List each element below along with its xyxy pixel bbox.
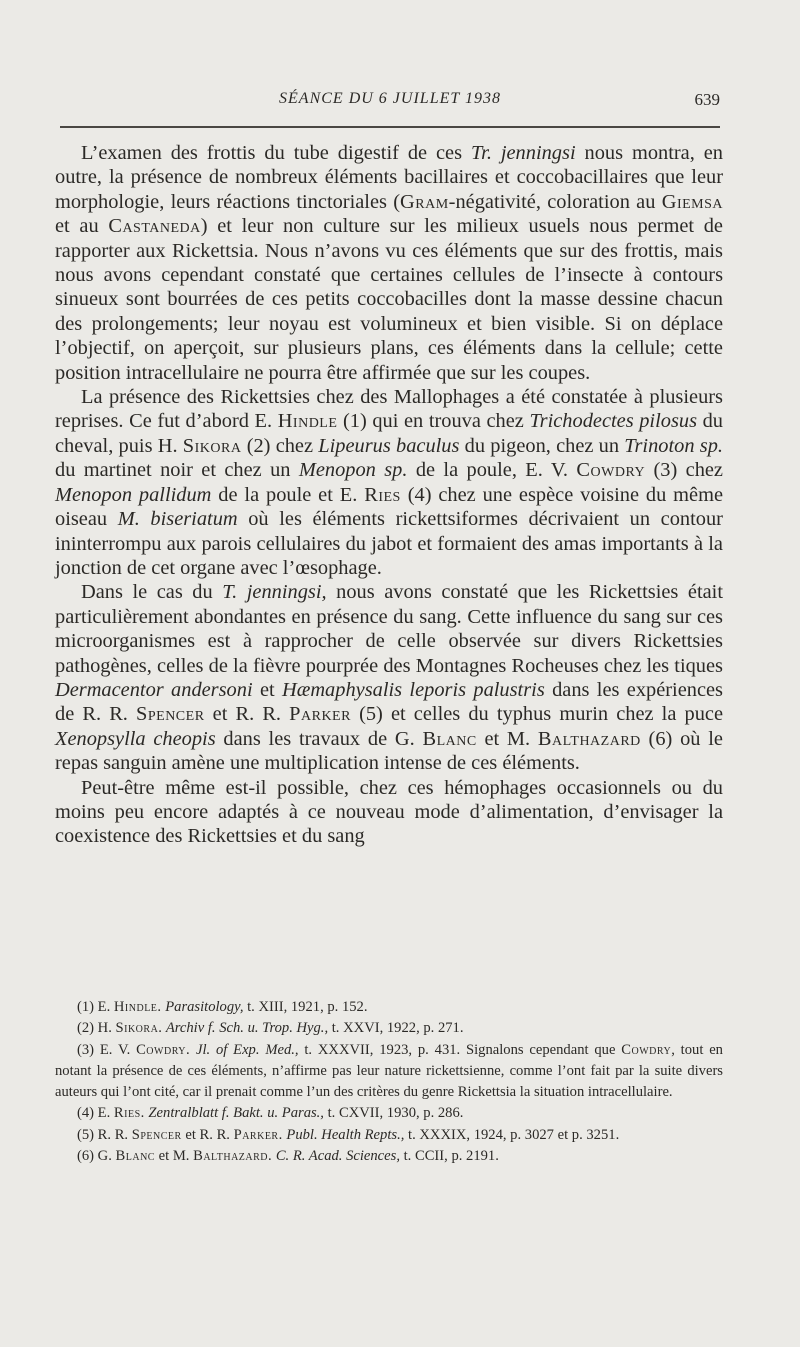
paragraph-3 [55,580,723,775]
text-run: (2) chez [241,434,319,457]
author-name: Spencer [131,1126,182,1143]
text-run: et M. [154,1148,194,1165]
species-name: Lipeurus baculus [318,434,460,457]
text-run: et R. R. [204,703,290,726]
text-run: t. XXVI, 1922, p. 271. [328,1020,464,1037]
paragraph-2 [55,385,723,580]
text-run: et au [55,215,109,238]
author-name: Cowdry [621,1041,672,1058]
journal-title: Publ. Health Repts., [282,1126,405,1143]
species-name: Menopon sp. [298,459,408,482]
text-run: (1) E. [77,999,114,1015]
author-name: Sikora [182,434,242,457]
author-name: Giemsa [661,190,724,213]
footnote-3 [55,1040,723,1104]
footnotes [55,997,723,1167]
species-name: M. biseriatum [117,508,238,531]
species-name: Dermacentor andersoni [55,678,253,701]
author-name: Parker. [233,1126,283,1143]
page-number: 639 [694,90,720,109]
species-name: Hæmaphysalis leporis palustris [282,678,545,701]
text-run: dans les expériences de R. R. [55,678,723,726]
author-name: Ries [364,483,401,506]
text-run: de la poule et E. [211,483,365,506]
journal-title: Jl. of Exp. Med., [190,1041,299,1058]
text-run: t. CCII, p. 2191. [399,1148,499,1165]
author-name: Castaneda [108,215,201,238]
paragraph-4 [55,776,723,849]
author-name: Hindle [277,410,338,433]
text-run: -négativité, coloration au [448,190,662,213]
text-run: t. XXXIX, 1924, p. 3027 et p. 3251. [404,1126,620,1143]
journal-title: Zentralblatt f. Bakt. u. Paras., [144,1105,324,1122]
main-text [55,141,723,849]
text-run: t. CXVII, 1930, p. 286. [323,1105,464,1122]
text-run: Dans le cas du [81,581,223,604]
species-name: Xenopsylla cheopis [55,727,216,750]
text-run: (5) et celles du typhus murin chez la puce [350,703,723,726]
text-run: et [252,678,282,701]
text-run: (4) chez une espèce voisine du même oiseau [55,483,723,531]
text-run: nous montra, en outre, la présence de nombreux éléments bacillaires et coccobacillaires que leur morphologie, leurs réactions tinctoriales ( [55,142,723,213]
text-run: (3) E. V. [77,1041,137,1058]
author-name: Cowdry. [136,1041,191,1058]
footnote-5 [55,1125,723,1146]
text-run: et M. [476,727,538,750]
paragraph-1 [55,141,723,385]
journal-title: C. R. Acad. Sciences, [272,1148,400,1165]
page-header [60,90,720,120]
journal-title: Archiv f. Sch. u. Trop. Hyg., [162,1020,329,1037]
author-name: Blanc [115,1148,155,1165]
footnote-4 [55,1103,723,1124]
text-run: (6) G. [77,1148,116,1165]
text-run: t. XXXVII, 1923, p. 431. Signalons cependant que [298,1041,622,1058]
text-run: Peut-être même est-il possible, chez ces hémophages occasionnels ou du moins peu encore adaptés à ce nouveau mode d’alimentation, d’envisager la coexistence des Rickettsies et du sang [55,776,723,848]
text-run: dans les travaux de G. [215,727,423,750]
text-run: (6) où le repas sanguin amène une multiplication intense de ces éléments. [55,727,723,775]
text-run: de la poule, E. V. [407,459,577,482]
text-run: du martinet noir et chez un [55,459,299,482]
text-run: nous avons constaté que les Rickettsies était particulièrement abondantes en présence du sang. Cette influence du sang sur ces microorganismes est à rapprocher de celle observée sur divers Rickettsies pathogènes, celles de la fièvre pourprée des Montagnes Rocheuses chez les tiques [55,581,723,677]
text-run: La présence des Rickettsies chez des Mallophages a été constatée à plusieurs reprises. Ce fut d’abord E. [55,386,723,433]
text-run: et R. R. [181,1126,234,1143]
author-name: Parker [289,703,351,726]
text-run: (2) H. [77,1020,116,1037]
species-name: Trinoton sp. [624,434,723,457]
text-run: t. XIII, 1921, p. 152. [243,999,368,1015]
author-name: Balthazard [537,727,641,750]
author-name: Gram [400,190,449,213]
text-run: , tout en notant la présence de ces éléments, n’affirme pas leur nature rickettsienne, comme l’ont fait par la suite divers auteurs qui l’ont cité, car il prenait comme l’un des critères du genre Rickettsia la situation intracellulaire. [55,1041,723,1101]
running-head: SÉANCE DU 6 JUILLET 1938 [279,90,501,107]
author-name: Balthazard. [193,1148,273,1165]
author-name: Sikora. [115,1020,163,1037]
text-run: (1) qui en trouva chez [337,410,530,433]
journal-title: Parasitology, [161,999,244,1015]
footnote-2 [55,1018,723,1039]
footnote-6 [55,1146,723,1167]
species-name: Trichodectes pilosus [529,410,698,433]
text-run: ) et leur non culture sur les milieux usuels nous permet de rapporter aux Rickettsia. Nous n’avons vu ces éléments que sur des frottis, mais nous avons cependant constaté que certaines cellules de l’insecte à contours sinueux sont bourrées de ces petits coccobacilles dont la masse dessine chacun des prolongements; leur noyau est volumineux et bien visible. Si on déplace l’objectif, on aperçoit, sur plusieurs plans, ces éléments dans la cellule; cette position intracellulaire ne pourra être affirmée que sur les coupes. [55,215,723,384]
text-run: du cheval, puis H. [55,410,723,457]
author-name: Ries. [113,1105,145,1122]
species-name: Tr. jenningsi [470,142,576,164]
author-name: Cowdry [576,459,646,482]
header-rule [60,126,720,128]
author-name: Hindle. [113,999,162,1015]
text-run: (3) chez [645,459,723,482]
author-name: Spencer [136,703,205,726]
text-run: (4) E. [77,1105,114,1122]
text-run: du pigeon, chez un [459,434,625,457]
text-run: où les éléments rickettsiformes décrivaient un contour ininterrompu aux parois cellulaires du jabot et formaient des amas importants à la jonction de cet organe avec l’œsophage. [55,508,723,579]
species-name: Menopon pallidum [55,483,212,506]
text-run: L’examen des frottis du tube digestif de ces [81,142,471,164]
text-run: (5) R. R. [77,1126,132,1143]
footnote-1 [55,997,723,1018]
species-name: T. jenningsi, [222,581,327,604]
author-name: Blanc [422,727,477,750]
